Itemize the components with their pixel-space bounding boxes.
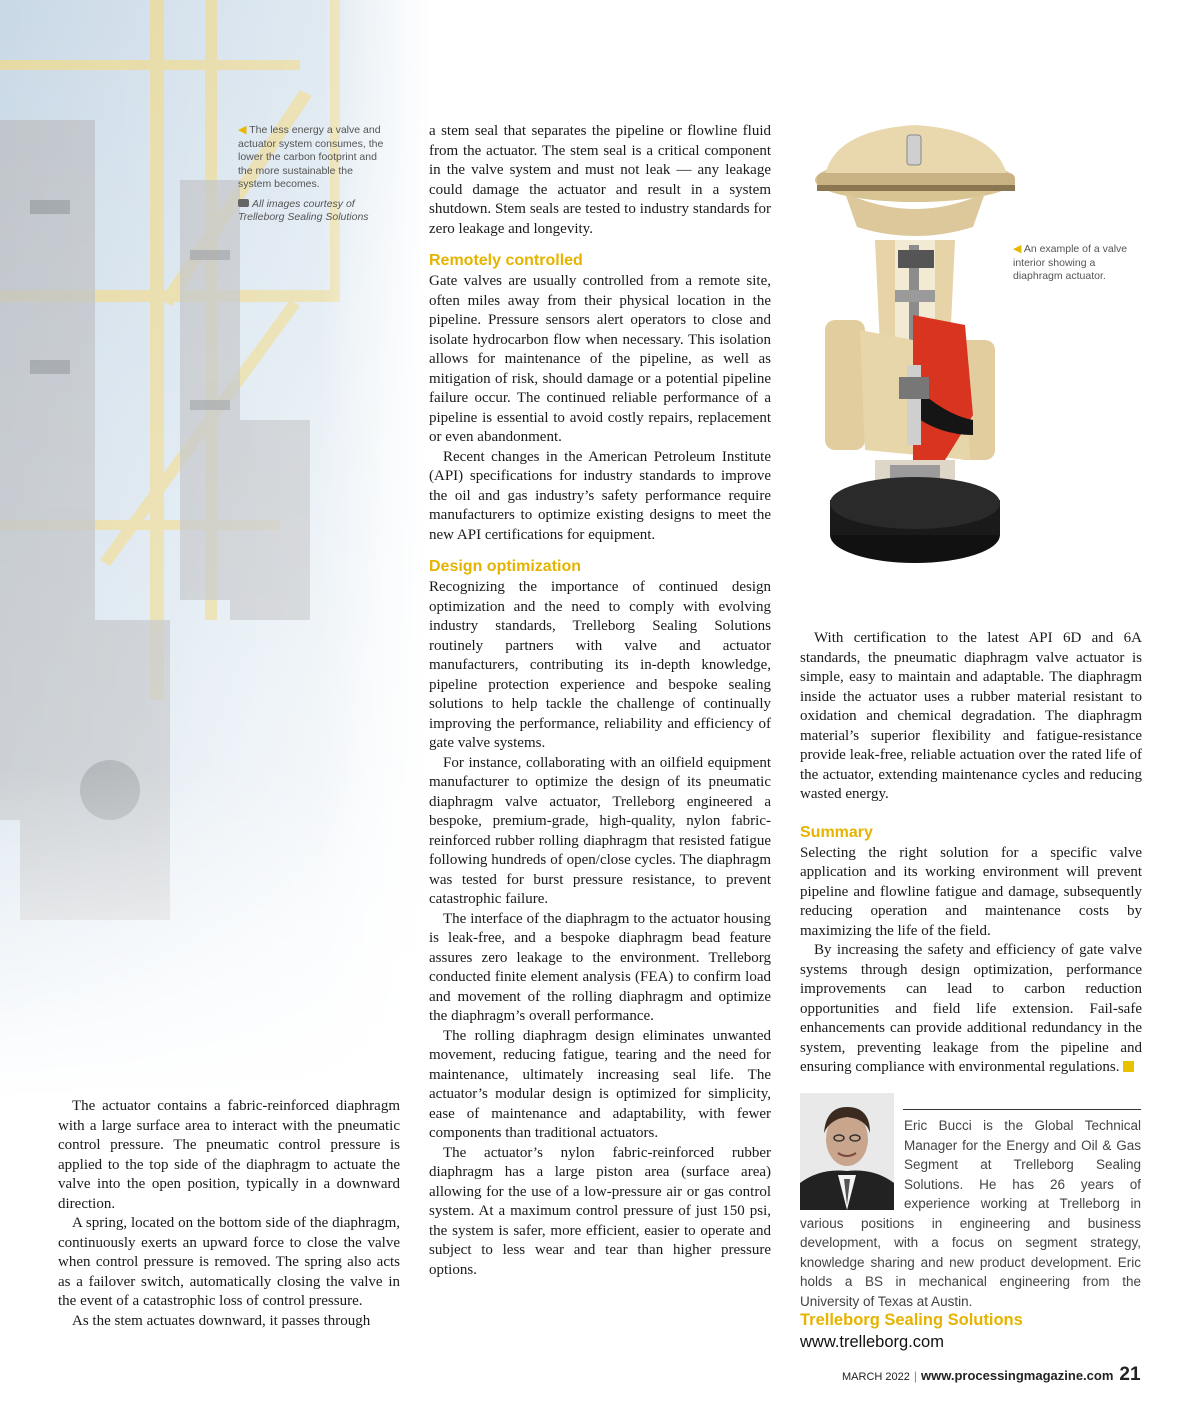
paragraph: Recent changes in the American Petroleum Institute (API) specifications for industry standards to improve the oil and gas industry’s safety performance require manufacturers to optimize existing designs to meet the new API certifications for equipment. xyxy=(429,448,771,543)
paragraph: a stem seal that separates the pipeline or flowline fluid from the actuator. The stem seal is a critical component in the valve system and must not leak — any leakage could damage the actuator and result in a system shutdown. Stem seals are tested to industry standards for zero leakage and longevity. xyxy=(429,123,771,237)
section-heading: Summary xyxy=(800,823,873,841)
column-2 xyxy=(429,122,771,1280)
valve-cutaway-image xyxy=(795,115,1030,585)
page-footer xyxy=(842,1364,1141,1386)
company-name: Trelleborg Sealing Solutions xyxy=(800,1311,1023,1329)
footer-separator: | xyxy=(913,1369,917,1383)
paragraph: A spring, located on the bottom side of the diaphragm, continuously exerts an upward force to close the valve when control pressure is removed. The spring also acts as a failover switch, automatically closing the valve in the event of a catastrophic loss of control pressure. xyxy=(58,1215,400,1309)
end-mark-icon xyxy=(1123,1061,1134,1072)
paragraph: Gate valves are usually controlled from a remote site, often miles away from their physical location in the pipeline. Pressure sensors alert operators to close and isolate hydrocarbon flow when necessary. This isolation allows for maintenance of the pipeline, as well as mitigation of risk, should damage or a potential pipeline failure occur. The continued reliable performance of a pipeline is essential to avoid costly repairs, replacement or even abandonment. xyxy=(429,273,771,445)
section-heading: Remotely controlled xyxy=(429,252,583,269)
bio-divider xyxy=(903,1109,1141,1110)
magazine-url-link[interactable]: www.processingmagazine.com xyxy=(920,1368,1114,1383)
column-1 xyxy=(58,1097,400,1331)
caption-arrow-icon: ◀ xyxy=(238,124,247,136)
photo-caption: ◀ The less energy a valve and actuator system consumes, the lower the carbon footprint and the more sustainable the system becomes. All images courtesy of Trelleborg Sealing Solutions xyxy=(238,124,388,225)
valve-caption: ◀ An example of a valve interior showing a diaphragm actuator. xyxy=(1013,243,1128,282)
paragraph: As the stem actuates downward, it passes through xyxy=(72,1312,371,1329)
paragraph: By increasing the safety and efficiency of gate valve systems through design optimization, performance improvements can lead to carbon reduction opportunities and field life extension. Fail-safe enhancements can provide additional redundancy in the system, preventing leakage from the pipeline and ensuring compliance with environmental regulations. xyxy=(800,942,1142,1075)
photo-credit: All images courtesy of Trelleborg Sealing Solutions xyxy=(238,197,369,223)
camera-icon xyxy=(238,199,249,207)
paragraph: For instance, collaborating with an oilfield equipment manufacturer to optimize the design of its pneumatic diaphragm valve actuator, Trelleborg engineered a bespoke, premium-grade, high-quality, nylon fabric-reinforced rubber rolling diaphragm that resisted fatigue following hundreds of open/close cycles. The diaphragm was tested for burst pressure resistance, to prevent catastrophic failure. xyxy=(429,754,771,907)
paragraph: With certification to the latest API 6D and 6A standards, the pneumatic diaphragm valve actuator is simple, easy to maintain and adaptable. The diaphragm inside the actuator uses a rubber material resistant to oxidation and chemical degradation. The diaphragm material’s superior flexibility and fatigue-resistance provide leak-free, reliable actuation over the rated life of the actuator, extending maintenance cycles and reducing wasted energy. xyxy=(800,630,1142,802)
page-number: 21 xyxy=(1119,1364,1141,1385)
paragraph: The actuator contains a fabric-reinforced diaphragm with a large surface area to interact with the pneumatic control pressure. The pneumatic control pressure is applied to the top side of the diaphragm to actuate the valve into the open position, typically in a downward direction. xyxy=(58,1098,400,1212)
paragraph: The rolling diaphragm design eliminates unwanted movement, reducing fatigue, tearing and the need for maintenance, ultimately increasing seal life. The actuator’s modular design is optimized for simplicity, ease of maintenance and adaptability, with fewer components than traditional actuators. xyxy=(429,1027,771,1141)
paragraph: The actuator’s nylon fabric-reinforced rubber diaphragm has a large piston area (surface area) allowing for the use of a low-pressure air or gas control system. At a maximum control pressure of just 150 psi, the system is safer, more efficient, easier to operate and subject to less wear and tear than higher pressure options. xyxy=(429,1144,771,1278)
paragraph: Recognizing the importance of continued design optimization and the need to comply with evolving industry standards, Trelleborg Sealing Solutions routinely partners with valve and actuator manufacturers, contributing its in-depth knowledge, pipeline protection experience and bespoke sealing solutions to help tackle the challenge of continually improving the performance, reliability and efficiency of gate valve systems. xyxy=(429,579,771,751)
issue-date: MARCH 2022 xyxy=(842,1371,910,1383)
author-bio: Eric Bucci is the Global Technical Manager for the Energy and Oil & Gas Segment at Trelleborg Sealing Solutions. He has 26 years of experience working at Trelleborg in various positions in engineering and business development, with a focus on segment strategy, knowledge sharing and new product development. Eric holds a BS in mechanical engineering from the University of Texas at Austin. xyxy=(800,1118,1141,1309)
paragraph: Selecting the right solution for a specific valve application and its working environment will prevent pipeline and flowline fatigue and damage, subsequently reducing operation and maintenance costs by maximizing the life of the field. xyxy=(800,844,1142,939)
caption-arrow-icon: ◀ xyxy=(1013,243,1022,255)
section-heading: Design optimization xyxy=(429,558,581,575)
company-website-link[interactable]: www.trelleborg.com xyxy=(800,1333,944,1351)
column-3 xyxy=(800,629,1142,1078)
paragraph: The interface of the diaphragm to the actuator housing is leak-free, and a bespoke diaphragm bead feature assures zero leakage to the environment. Trelleborg conducted finite element analysis (FEA) to confirm load and movement of the rolling diaphragm and optimize the diaphragm’s overall performance. xyxy=(429,910,771,1024)
